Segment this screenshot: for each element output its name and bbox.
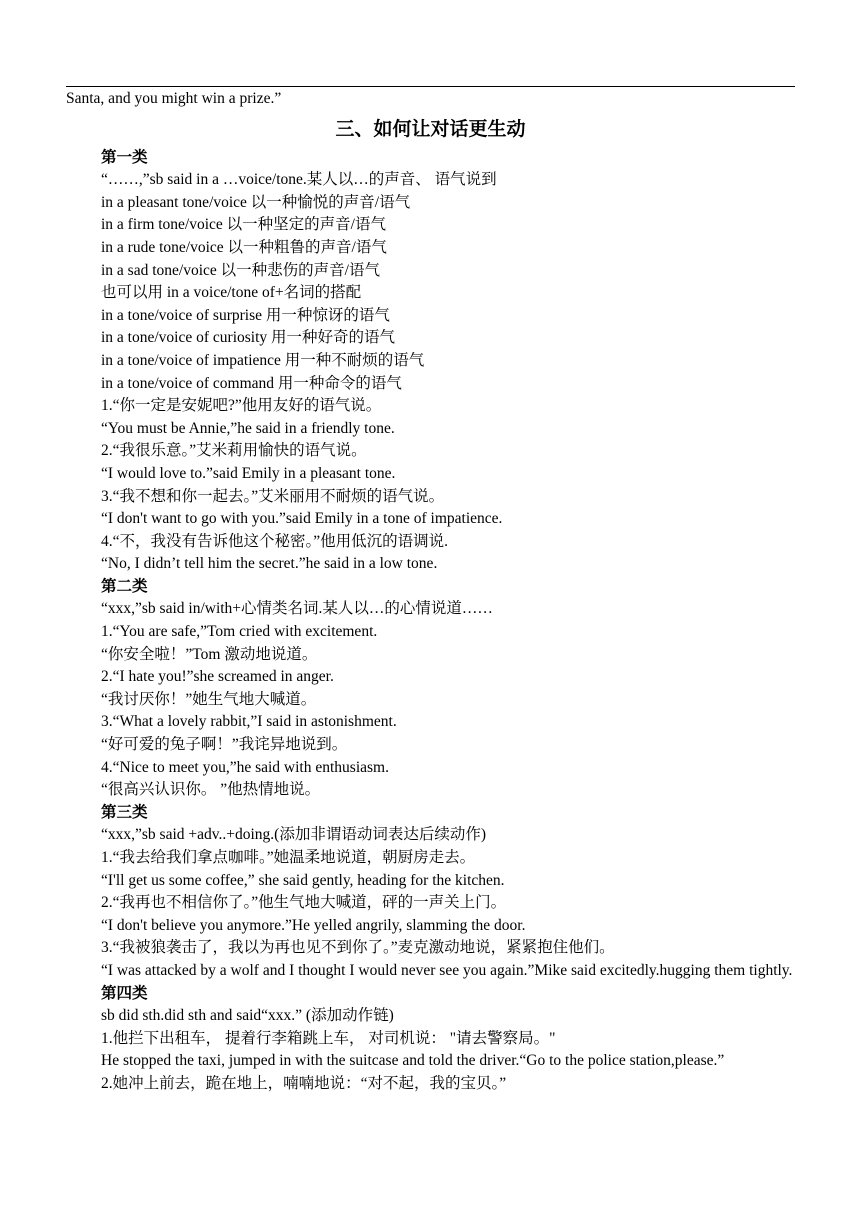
text-line: “I don't believe you anymore.”He yelled angrily, slamming the door. (101, 916, 526, 934)
document-page (66, 88, 795, 1096)
text-line: in a tone/voice of curiosity 用一种好奇的语气 (101, 329, 396, 347)
category-1-title: 第一类 (101, 148, 148, 166)
category-3-title: 第三类 (101, 803, 148, 821)
header-rule (66, 86, 795, 87)
category-3-body (66, 824, 795, 982)
text-line: 2.她冲上前去，跪在地上，喃喃地说：“对不起，我的宝贝。” (101, 1074, 507, 1092)
text-line: in a sad tone/voice 以一种悲伤的声音/语气 (101, 261, 380, 279)
text-line: “我讨厌你！”她生气地大喊道。 (101, 690, 317, 708)
text-line: “你安全啦！”Tom 激动地说道。 (101, 645, 318, 663)
text-line: 2.“I hate you!”she screamed in anger. (101, 668, 334, 686)
text-line: sb did sth.did sth and said“xxx.” (添加动作链) (101, 1007, 394, 1025)
category-1-body (66, 169, 795, 576)
text-line: “I don't want to go with you.”said Emily in a tone of impatience. (101, 510, 503, 528)
text-line: in a tone/voice of impatience 用一种不耐烦的语气 (101, 351, 425, 369)
text-line: 4.“不，我没有告诉他这个秘密。”他用低沉的语调说. (101, 532, 449, 550)
text-line: in a pleasant tone/voice 以一种愉悦的声音/语气 (101, 193, 411, 211)
text-line: 4.“Nice to meet you,”he said with enthusiasm. (101, 758, 389, 776)
text-line: in a tone/voice of surprise 用一种惊讶的语气 (101, 306, 390, 324)
text-line: 2.“我很乐意。”艾米莉用愉快的语气说。 (101, 442, 367, 460)
text-line: “I'll get us some coffee,” she said gently, heading for the kitchen. (101, 871, 505, 889)
category-4-title: 第四类 (101, 984, 148, 1002)
section-heading: 三、如何让对话更生动 (335, 117, 526, 140)
text-line: in a rude tone/voice 以一种粗鲁的声音/语气 (101, 238, 387, 256)
text-line: “……,”sb said in a …voice/tone.某人以…的声音、 语气说到 (101, 171, 497, 189)
text-line: in a firm tone/voice 以一种坚定的声音/语气 (101, 216, 386, 234)
category-2-body (66, 598, 795, 801)
text-line: “xxx,”sb said +adv..+doing.(添加非谓语动词表达后续动作) (101, 826, 486, 844)
text-line: in a tone/voice of command 用一种命令的语气 (101, 374, 402, 392)
continued-text: Santa, and you might win a prize.” (66, 90, 282, 107)
text-line: 3.“我不想和你一起去。”艾米丽用不耐烦的语气说。 (101, 487, 445, 505)
text-line: “I would love to.”said Emily in a pleasant tone. (101, 464, 396, 482)
category-2-title: 第二类 (101, 577, 148, 595)
text-line: “No, I didn’t tell him the secret.”he said in a low tone. (101, 555, 438, 573)
text-line: “好可爱的兔子啊！”我诧异地说到。 (101, 736, 348, 754)
text-line: 也可以用 in a voice/tone of+名词的搭配 (101, 284, 362, 302)
text-line: 1.“You are safe,”Tom cried with excitement. (101, 623, 378, 641)
text-line: 3.“我被狼袭击了，我以为再也见不到你了。”麦克激动地说，紧紧抱住他们。 (101, 939, 615, 957)
text-line: “xxx,”sb said in/with+心情类名词.某人以…的心情说道…… (101, 600, 493, 618)
text-line: 1.“你一定是安妮吧?”他用友好的语气说。 (101, 397, 382, 415)
text-line: “很高兴认识你。 ”他热情地说。 (101, 781, 321, 799)
text-line: 3.“What a lovely rabbit,”I said in astonishment. (101, 713, 397, 731)
text-line: 1.他拦下出租车， 提着行李箱跳上车， 对司机说： "请去警察局。" (101, 1029, 556, 1047)
text-line-wrapped: “I was attacked by a wolf and I thought I would never see you again.”Mike said excitedly.hugging them tightly. (101, 961, 793, 979)
text-line: “You must be Annie,”he said in a friendly tone. (101, 419, 395, 437)
category-4-body (66, 1005, 795, 1095)
text-line-wrapped: He stopped the taxi, jumped in with the suitcase and told the driver.“Go to the police station,please.” (101, 1052, 725, 1070)
text-line: 2.“我再也不相信你了。”他生气地大喊道，砰的一声关上门。 (101, 894, 507, 912)
text-line: 1.“我去给我们拿点咖啡。”她温柔地说道，朝厨房走去。 (101, 849, 476, 866)
